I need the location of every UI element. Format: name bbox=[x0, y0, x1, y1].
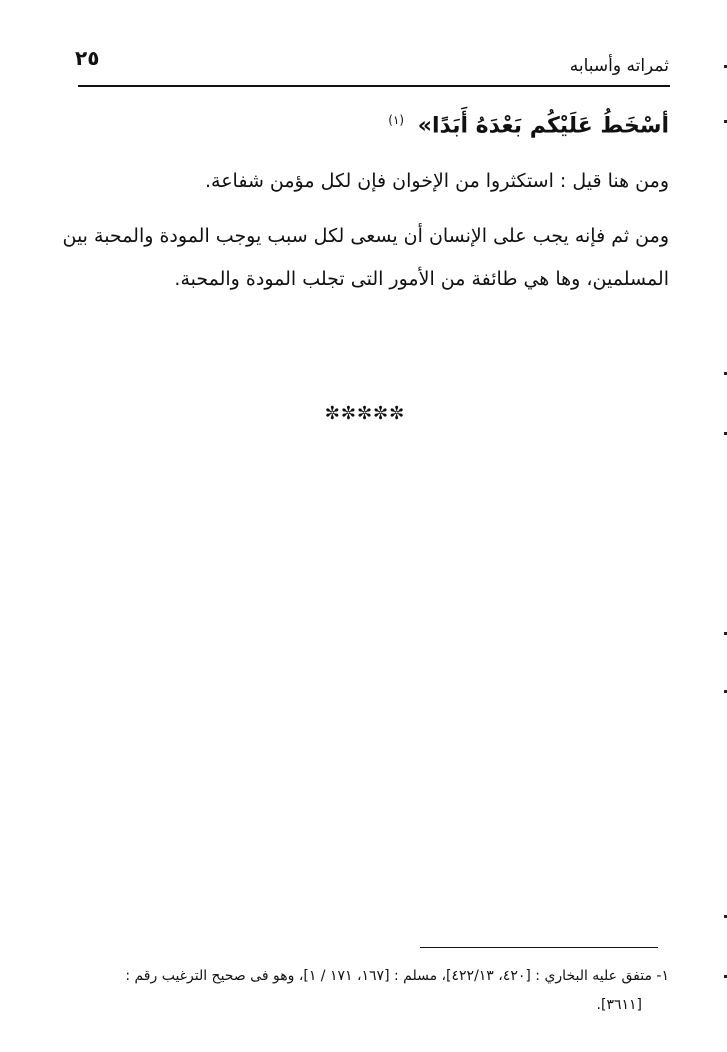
page-number: ٢٥ bbox=[75, 46, 100, 70]
footnote-line-2: [٣٦١١]. bbox=[596, 997, 642, 1013]
header-rule bbox=[78, 85, 670, 87]
footnote-reference: (١) bbox=[388, 113, 405, 127]
hadith-quote-text: أسْخَطُ عَلَيْكُم بَعْدَهُ أَبَدًا» bbox=[417, 113, 669, 139]
paragraph-1: ومن هنا قيل : استكثروا من الإخوان فإن لكل مؤمن شفاعة. bbox=[204, 170, 669, 192]
running-title: ثمراته وأسبابه bbox=[569, 56, 669, 76]
hadith-quote-line bbox=[388, 113, 669, 138]
footnote-rule bbox=[420, 947, 658, 948]
section-separator: ✼✼✼✼✼ bbox=[324, 403, 406, 424]
paragraph-2-line-2: المسلمين، وها هي طائفة من الأمور التى تجلب المودة والمحبة. bbox=[174, 268, 669, 290]
paragraph-2-line-1: ومن ثم فإنه يجب على الإنسان أن يسعى لكل سبب يوجب المودة والمحبة بين bbox=[62, 225, 669, 247]
footnote-line-1: ١- متفق عليه البخاري : [٤٢٠، ٤٢٢/١٣]، مسلم : [١٦٧، ١٧١ / ١]، وهو فى صحيح الترغيب رقم : bbox=[125, 968, 669, 984]
